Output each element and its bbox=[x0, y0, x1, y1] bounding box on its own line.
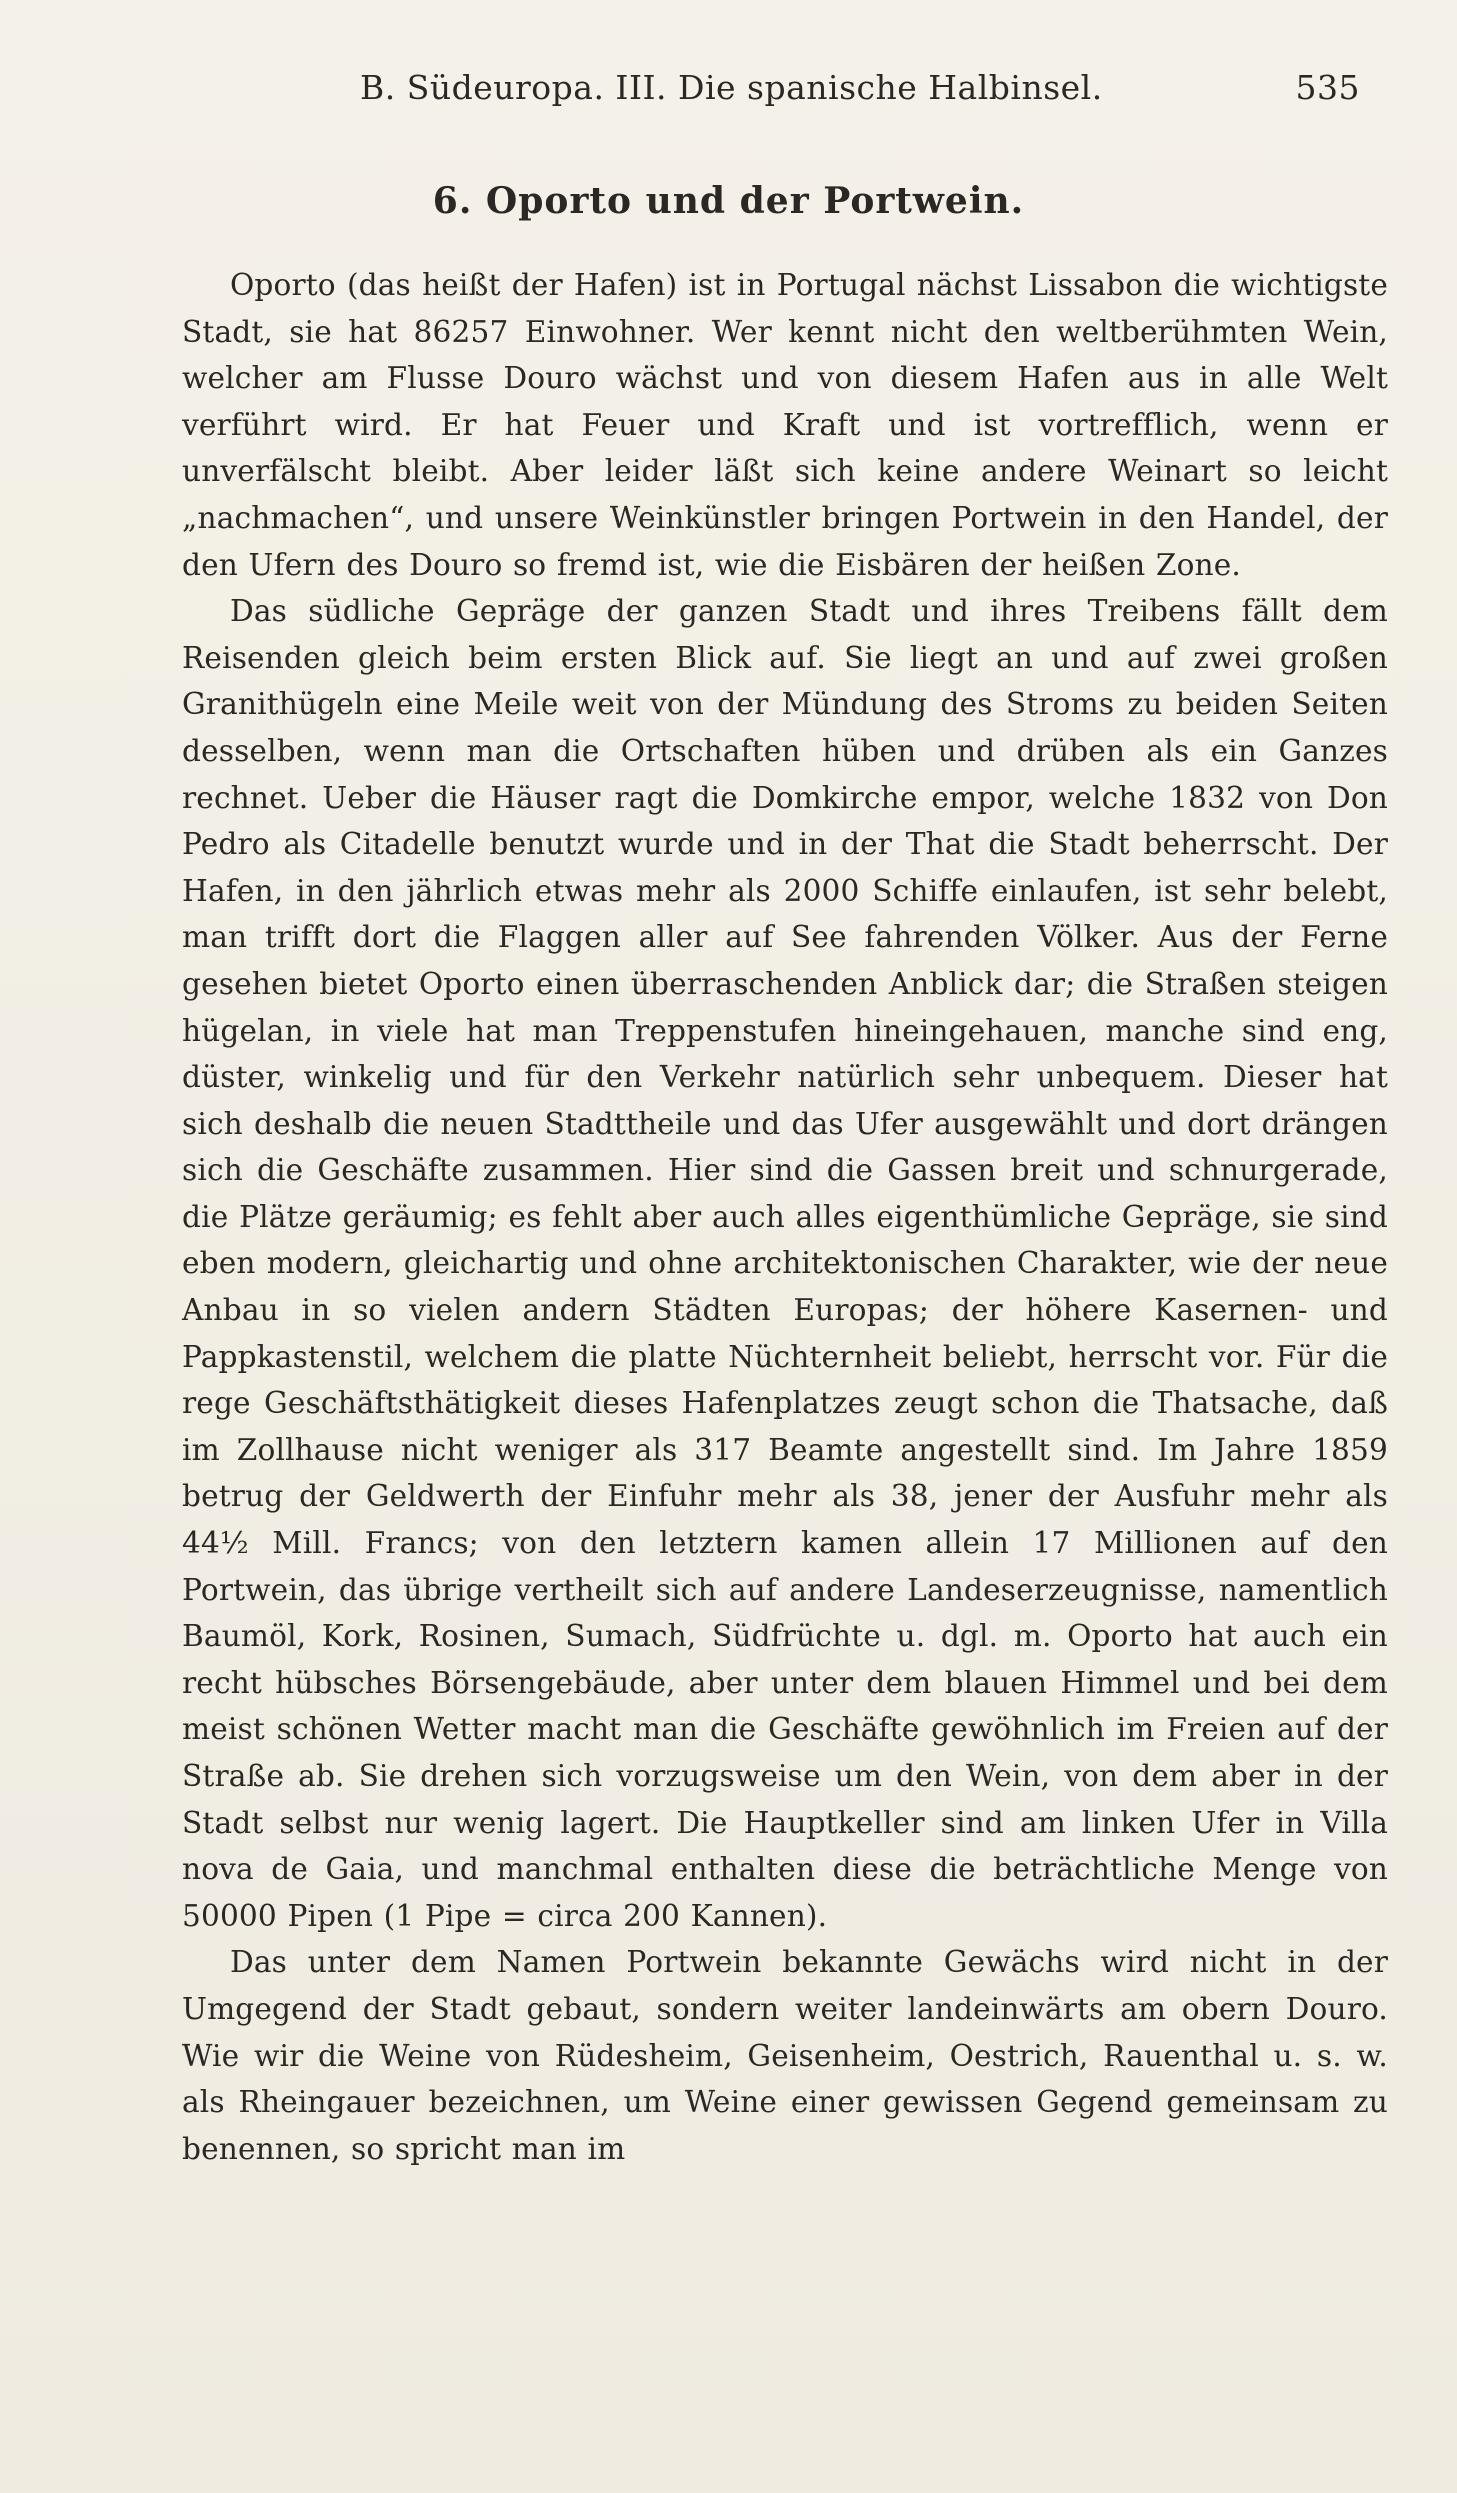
section-title: 6. Oporto und der Portwein. bbox=[432, 180, 1025, 222]
page-number: 535 bbox=[1295, 68, 1360, 107]
page-header bbox=[360, 68, 1360, 118]
paragraph: Das südliche Gepräge der ganzen Stadt und ihres Treibens fällt dem Reisenden gleich beim ersten Blick auf. Sie liegt an und auf zwei großen Granithügeln eine Meile weit von der Mündung des Stroms zu beiden Seiten desselben, wenn man die Ortschaften hüben und drüben als ein Ganzes rechnet. Ueber die Häuser ragt die Domkirche empor, welche 1832 von Don Pedro als Citadelle benutzt wurde und in der That die Stadt beherrscht. Der Hafen, in den jährlich etwas mehr als 2000 Schiffe einlaufen, ist sehr belebt, man trifft dort die Flaggen aller auf See fahrenden Völker. Aus der Ferne gesehen bietet Oporto einen überraschenden Anblick dar; die Straßen steigen hügelan, in viele hat man Treppenstufen hineingehauen, manche sind eng, düster, winkelig und für den Verkehr natürlich sehr unbequem. Dieser hat sich deshalb die neuen Stadttheile und das Ufer ausgewählt und dort drängen sich die Geschäfte zusammen. Hier sind die Gassen breit und schnurgerade, die Plätze geräumig; es fehlt aber auch alles eigenthümliche Gepräge, sie sind eben modern, gleichartig und ohne architektonischen Charakter, wie der neue Anbau in so vielen andern Städten Europas; der höhere Kasernen- und Pappkastenstil, welchem die platte Nüchternheit beliebt, herrscht vor. Für die rege Geschäftsthätigkeit dieses Hafenplatzes zeugt schon die Thatsache, daß im Zollhause nicht weniger als 317 Beamte angestellt sind. Im Jahre 1859 betrug der Geldwerth der Einfuhr mehr als 38, jener der Ausfuhr mehr als 44½ Mill. Francs; von den letztern kamen allein 17 Millionen auf den Portwein, das übrige vertheilt sich auf andere Landeserzeugnisse, namentlich Baumöl, Kork, Rosinen, Sumach, Südfrüchte u. dgl. m. Oporto hat auch ein recht hübsches Börsengebäude, aber unter dem blauen Himmel und bei dem meist schönen Wetter macht man die Geschäfte gewöhnlich im Freien auf der Straße ab. Sie drehen sich vorzugsweise um den Wein, von dem aber in der Stadt selbst nur wenig lagert. Die Hauptkeller sind am linken Ufer in Villa nova de Gaia, und manchmal enthalten diese die beträchtliche Menge von 50000 Pipen (1 Pipe = circa 200 Kannen). bbox=[182, 594, 1388, 1933]
paragraph: Das unter dem Namen Portwein bekannte Gewächs wird nicht in der Umgegend der Stadt gebaut, sondern weiter landeinwärts am obern Douro. Wie wir die Weine von Rüdesheim, Geisenheim, Oestrich, Rauenthal u. s. w. als Rheingauer bezeichnen, um Weine einer gewissen Gegend gemeinsam zu benennen, so spricht man im bbox=[182, 1945, 1388, 2166]
paragraph: Oporto (das heißt der Hafen) ist in Portugal nächst Lissabon die wichtigste Stadt, sie hat 86257 Einwohner. Wer kennt nicht den weltberühmten Wein, welcher am Flusse Douro wächst und von diesem Hafen aus in alle Welt verführt wird. Er hat Feuer und Kraft und ist vortrefflich, wenn er unverfälscht bleibt. Aber leider läßt sich keine andere Weinart so leicht „nachmachen“, und unsere Weinkünstler bringen Portwein in den Handel, der den Ufern des Douro so fremd ist, wie die Eisbären der heißen Zone. bbox=[182, 268, 1388, 582]
body-text bbox=[182, 262, 1388, 2172]
running-title: B. Südeuropa. III. Die spanische Halbinsel. bbox=[360, 68, 1103, 107]
